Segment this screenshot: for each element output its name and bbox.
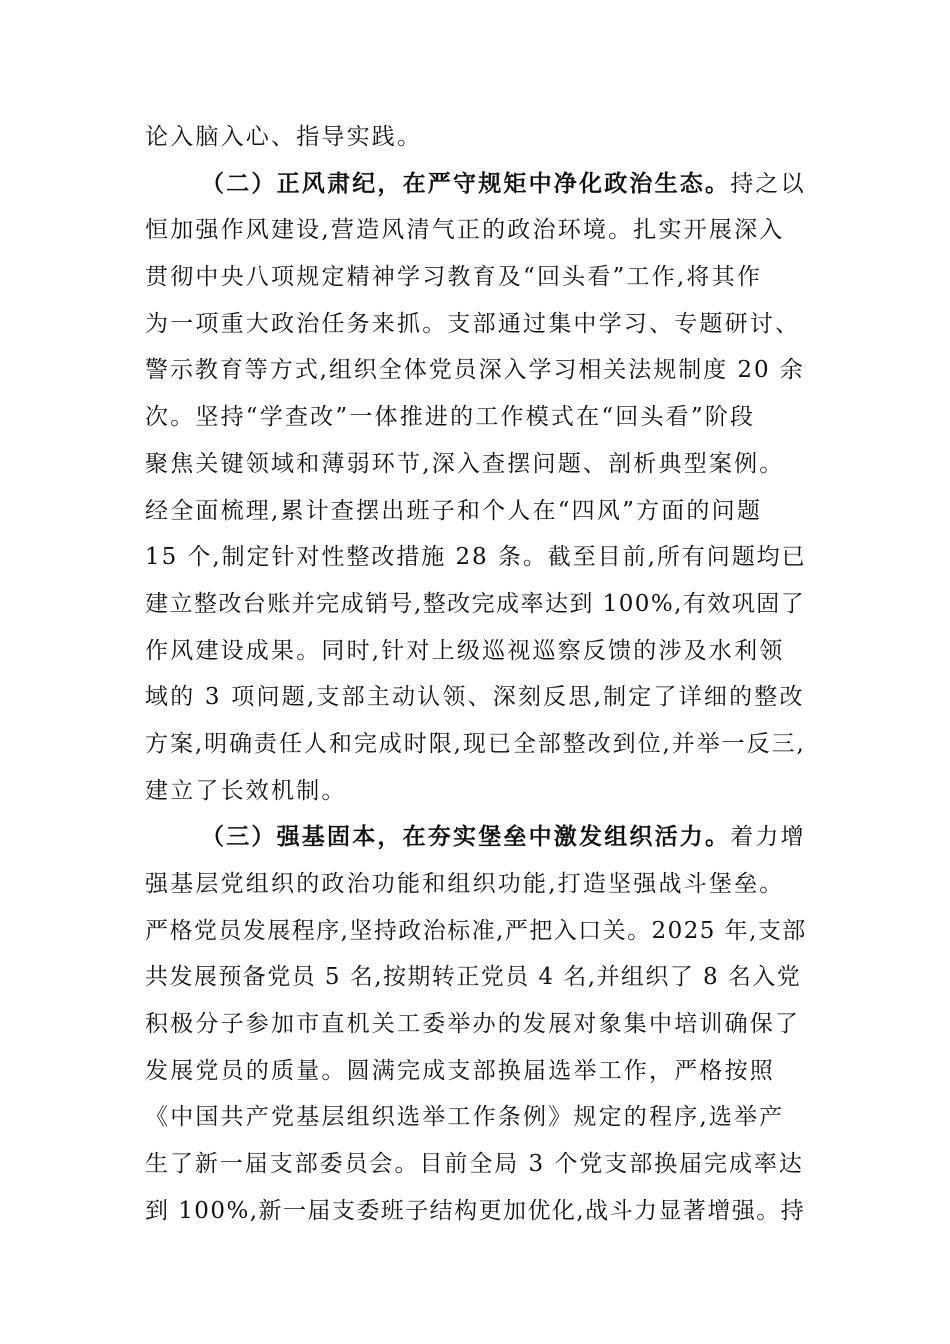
text-line: 警示教育等方式,组织全体党员深入学习相关法规制度 20 余 (145, 357, 805, 384)
text-line: 聚焦关键领域和薄弱环节,深入查摆问题、剖析典型案例。 (145, 450, 785, 477)
text-line: 生了新一届支部委员会。目前全局 3 个党支部换届完成率达 (145, 1151, 804, 1178)
text-line: 积极分子参加市直机关工委举办的发展对象集中培训确保了 (145, 1011, 801, 1038)
text-line: 到 100%,新一届支委班子结构更加优化,战斗力显著增强。持 (145, 1197, 806, 1224)
text-line: 经全面梳理,累计查摆出班子和个人在“四风”方面的问题 (145, 497, 763, 524)
text-line: 严格党员发展程序,坚持政治标准,严把入口关。2025 年,支部 (145, 917, 807, 944)
section-heading-line (145, 814, 808, 861)
text-line-tail: 着力增 (730, 824, 806, 851)
text-line: 共发展预备党员 5 名,按期转正党员 4 名,并组织了 8 名入党 (145, 964, 802, 991)
text-line: 方案,明确责任人和完成时限,现已全部整改到位,并举一反三, (145, 730, 806, 757)
text-line: 15 个,制定针对性整改措施 28 条。截至目前,所有问题均已 (145, 544, 807, 571)
document-body (145, 114, 808, 1235)
text-line: 发展党员的质量。圆满完成支部换届选举工作，严格按照 (145, 1057, 775, 1084)
text-line: 《中国共产党基层组织选举工作条例》规定的程序,选举产 (145, 1104, 785, 1131)
text-line: 域的 3 项问题,支部主动认领、深刻反思,制定了详细的整改 (145, 684, 805, 711)
text-line: 贯彻中央八项规定精神学习教育及“回头看”工作,将其作 (145, 264, 763, 291)
text-line-tail: 持之以 (730, 170, 806, 197)
text-line: 次。坚持“学查改”一体推进的工作模式在“回头看”阶段 (145, 404, 756, 431)
text-line: 作风建设成果。同时,针对上级巡视巡察反馈的涉及水利领 (145, 637, 785, 664)
text-line: 为一项重大政治任务来抓。支部通过集中学习、专题研讨、 (145, 310, 801, 337)
section-heading-line (145, 161, 808, 208)
text-line: 论入脑入心、指导实践。 (145, 124, 423, 150)
text-line: 恒加强作风建设,营造风清气正的政治环境。扎实开展深入 (145, 217, 785, 244)
section-heading: （三）强基固本，在夯实堡垒中激发组织活力。 (201, 823, 731, 851)
text-line: 建立了长效机制。 (145, 777, 347, 804)
text-line: 强基层党组织的政治功能和组织功能,打造坚强战斗堡垒。 (145, 871, 785, 897)
text-line: 建立整改台账并完成销号,整改完成率达到 100%,有效巩固了 (145, 590, 806, 617)
section-heading: （二）正风肃纪，在严守规矩中净化政治生态。 (201, 169, 731, 197)
